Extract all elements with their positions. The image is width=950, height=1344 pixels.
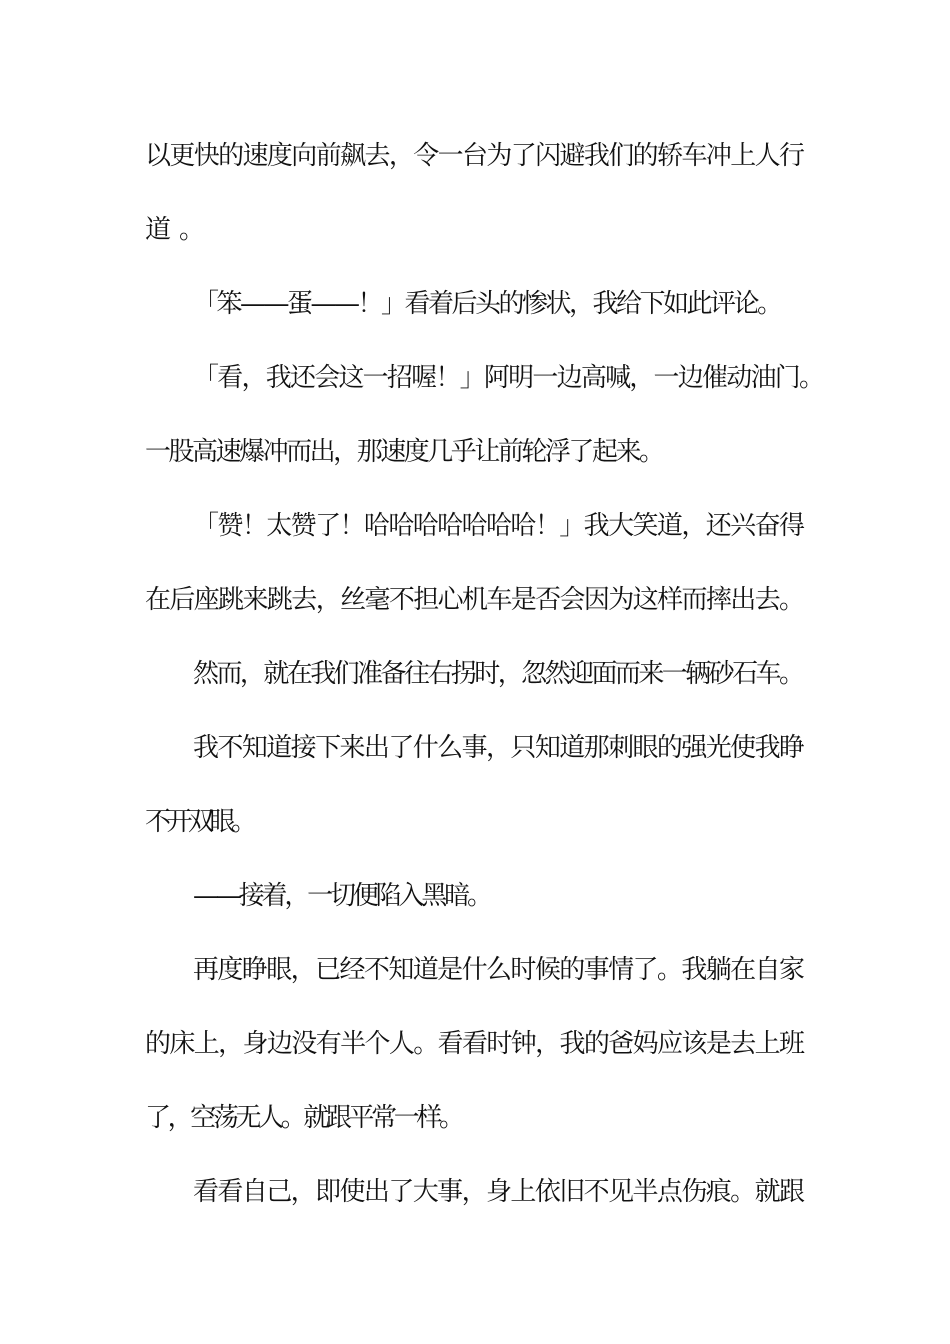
text-line: 在后座跳来跳去，丝毫不担心机车是否会因为这样而摔出去。	[145, 585, 804, 615]
text-line: 不开双眼。	[145, 807, 253, 837]
text-line: 以更快的速度向前飙去，令一台为了闪避我们的轿车冲上人行	[145, 141, 804, 171]
text-line: 然而，就在我们准备往右拐时，忽然迎面而来一辆砂石车。	[193, 659, 803, 689]
text-line: ——接着，一切便陷入黑暗。	[193, 881, 490, 911]
text-line: 我不知道接下来出了什么事，只知道那刺眼的强光使我睁	[193, 733, 804, 763]
text-line: 一股高速爆冲而出，那速度几乎让前轮浮了起来。	[145, 437, 663, 467]
text-line: 了，空荡无人。就跟平常一样。	[145, 1103, 462, 1133]
text-line: 的床上，身边没有半个人。看看时钟，我的爸妈应该是去上班	[145, 1029, 804, 1059]
text-line: 「赞！太赞了！哈哈哈哈哈哈哈！」我大笑道，还兴奋得	[193, 511, 804, 541]
text-line: 看看自己，即使出了大事，身上依旧不见半点伤痕。就跟	[193, 1177, 804, 1207]
text-line: 道。	[145, 215, 213, 245]
text-line: 再度睁眼，已经不知道是什么时候的事情了。我躺在自家	[193, 955, 804, 985]
text-line: 「笨——蛋——！」看着后头的惨状，我给下如此评论。	[193, 289, 781, 319]
text-line: 「看，我还会这一招喔！」阿明一边高喊，一边催动油门。	[193, 363, 824, 393]
